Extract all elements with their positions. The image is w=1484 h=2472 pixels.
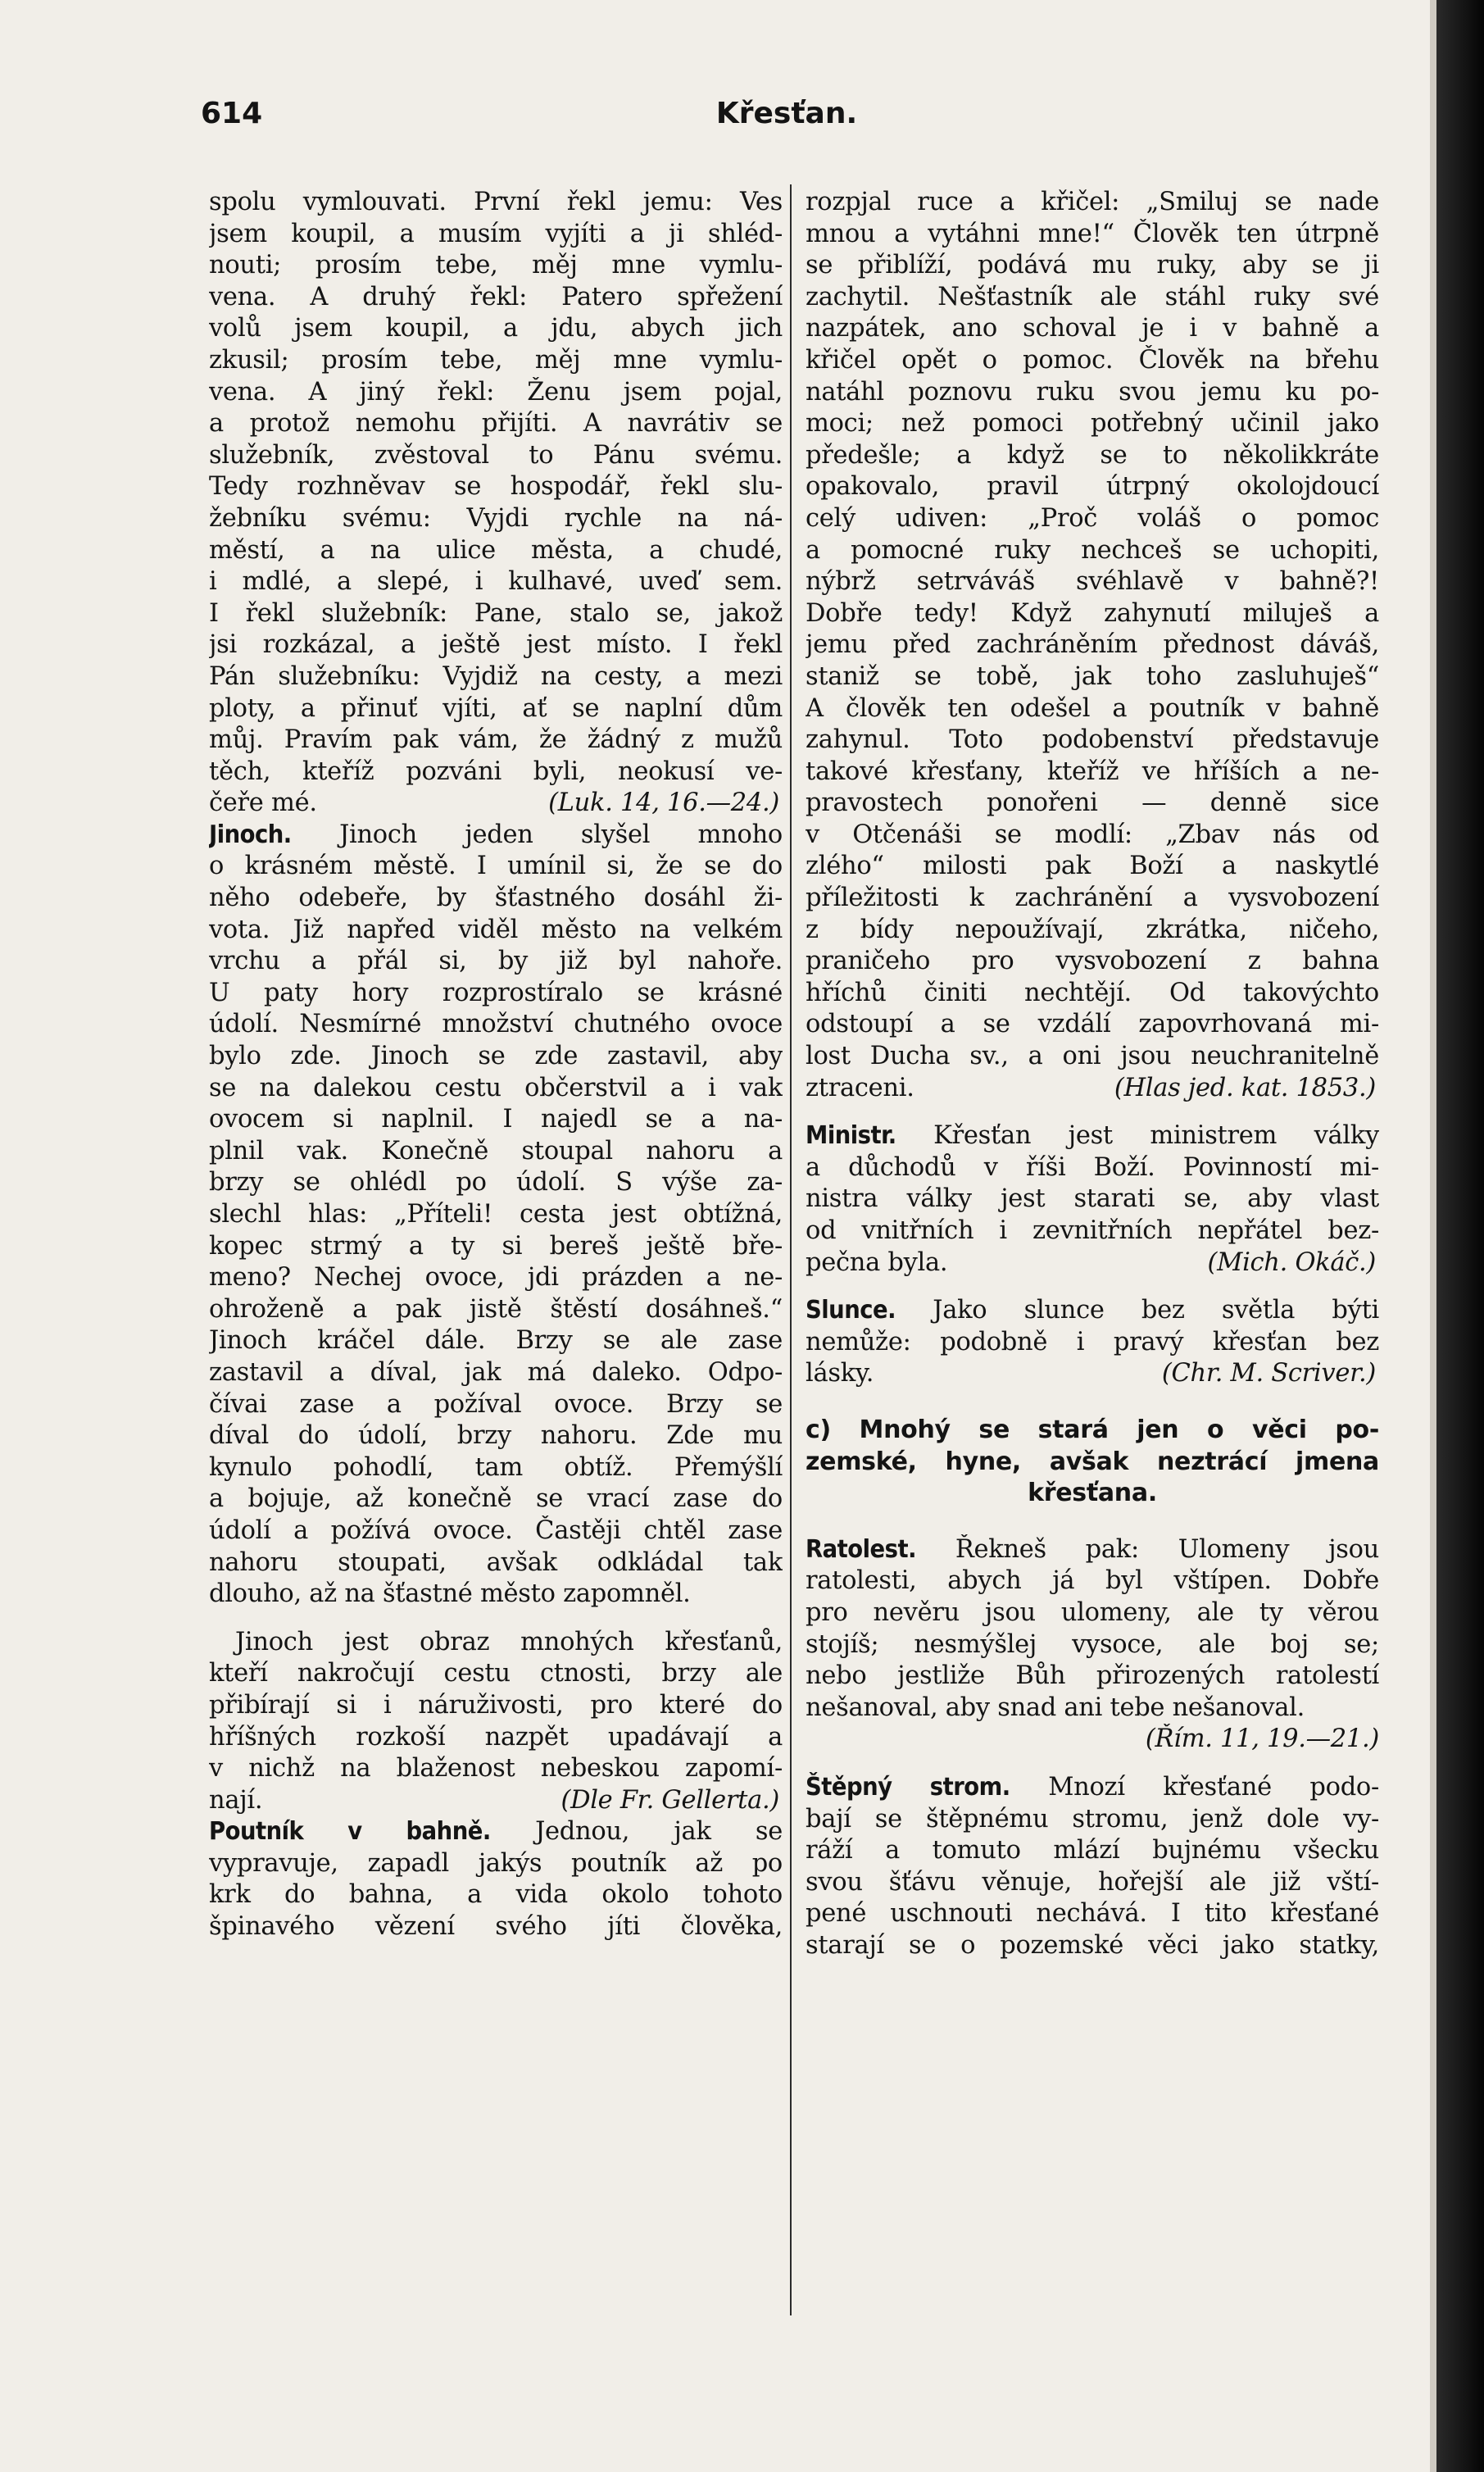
line-text: Tedy rozhněvav se hospodář, řekl slu-	[209, 472, 783, 502]
text-line	[806, 757, 1379, 788]
line-text: ploty, a přinuť vjíti, ať se naplní dům	[209, 693, 783, 723]
source-citation: (Dle Fr. Gellerta.)	[560, 1785, 779, 1815]
text-line	[209, 282, 783, 314]
line-text: v Otčenáši se modlí: „Zbav nás od	[806, 820, 1379, 849]
line-text: od vnitřních i zevnitřních nepřátel bez-	[806, 1216, 1379, 1245]
line-text: jemu před zachráněním přednost dáváš,	[806, 630, 1379, 660]
line-text: křičel opět o pomoc. Člověk na břehu	[806, 345, 1379, 375]
text-line	[806, 1327, 1379, 1359]
line-text: ohroženě a pak jistě štěstí dosáhneš.“	[209, 1294, 783, 1324]
line-text: natáhl poznovu ruku svou jemu ku po-	[806, 377, 1379, 407]
line-text: nazpátek, ano schoval je i v bahně a	[806, 314, 1379, 343]
line-text: Jednou, jak se	[490, 1817, 783, 1847]
line-text: ovocem si naplnil. I najedl se a na-	[209, 1105, 783, 1134]
line-text: celý udiven: „Proč voláš o pomoc	[806, 503, 1379, 533]
text-line	[209, 661, 783, 693]
line-text: přibírají si i náruživosti, pro které do	[209, 1690, 783, 1720]
line-text: nešanoval, aby snad ani tebe nešanoval.	[806, 1693, 1305, 1722]
text-line	[806, 535, 1379, 567]
text-line	[209, 629, 783, 661]
paragraph-gap	[806, 1279, 1379, 1295]
text-line	[209, 1658, 783, 1690]
text-line	[209, 1452, 783, 1484]
text-line	[806, 1534, 1379, 1566]
text-line	[806, 820, 1379, 852]
text-line	[209, 1009, 783, 1041]
right-column	[806, 187, 1379, 1961]
page-header	[201, 97, 1373, 138]
text-line	[209, 1911, 783, 1943]
text-line	[806, 1120, 1379, 1152]
text-line	[209, 851, 783, 883]
line-text: a bojuje, až konečně se vrací zase do	[209, 1484, 783, 1514]
text-line	[209, 1357, 783, 1389]
text-line	[209, 978, 783, 1010]
text-line	[806, 1930, 1379, 1962]
line-text: spolu vymlouvati. První řekl jemu: Ves	[209, 188, 783, 216]
text-line	[209, 1167, 783, 1199]
page-number: 614	[201, 97, 263, 130]
text-line	[209, 377, 783, 409]
line-text: svou šťávu věnuje, hořejší ale již vští-	[806, 1867, 1379, 1897]
line-text: opakovalo, pravil útrpný okolojdoucí	[806, 472, 1379, 502]
line-text: kynulo pohodlí, tam obtíž. Přemýšlí	[209, 1452, 783, 1482]
text-line	[806, 345, 1379, 377]
line-text: zahynul. Toto podobenství představuje	[806, 725, 1379, 755]
line-text: bají se štěpnému stromu, jenž dole vy-	[806, 1804, 1379, 1834]
page-gutter-shadow	[1430, 0, 1436, 2472]
line-text: vota. Již napřed viděl město na velkém	[209, 915, 783, 944]
text-line	[209, 1041, 783, 1073]
line-text: pečna byla.	[806, 1247, 948, 1277]
text-line	[806, 883, 1379, 915]
text-line	[209, 820, 783, 852]
line-text: městí, a na ulice města, a chudé,	[209, 535, 783, 565]
left-column	[209, 187, 783, 1943]
text-line	[806, 946, 1379, 978]
line-text: žebníku svému: Vyjdi rychle na ná-	[209, 503, 783, 533]
line-text: nahoru stoupati, avšak odkládal tak	[209, 1547, 783, 1577]
source-citation: (Řím. 11, 19.—21.)	[1145, 1724, 1379, 1754]
line-text: příležitosti k zachránění a vysvobození	[806, 884, 1379, 913]
text-line	[209, 440, 783, 472]
entry-keyword: Štěpný strom.	[806, 1772, 1010, 1802]
section-heading-line	[806, 1415, 1379, 1447]
line-text: křesťana.	[1028, 1479, 1157, 1508]
line-text: údolí. Nesmírné množství chutného ovoce	[209, 1010, 783, 1039]
text-line	[209, 408, 783, 440]
line-text: o krásném městě. I umínil si, že se do	[209, 852, 783, 881]
text-line	[806, 1867, 1379, 1899]
line-text: meno? Nechej ovoce, jdi prázden a ne-	[209, 1263, 783, 1293]
line-text: zemské, hyne, avšak neztrácí jmena	[806, 1447, 1379, 1476]
text-line	[209, 1515, 783, 1547]
line-text: nouti; prosím tebe, měj mne vymlu-	[209, 251, 783, 280]
line-text: pené uschnouti nechává. I tito křesťané	[806, 1899, 1379, 1929]
text-line	[209, 1104, 783, 1136]
text-line	[209, 566, 783, 598]
line-text: něho odebeře, by šťastného dosáhl ži-	[209, 884, 783, 913]
text-line	[209, 1722, 783, 1754]
line-text: zachytil. Nešťastník ale stáhl ruky své	[806, 282, 1379, 311]
line-text: stojíš; nesmýšlej vysoce, ale boj se;	[806, 1629, 1379, 1659]
text-line	[806, 629, 1379, 661]
line-text: Křesťan jest ministrem války	[896, 1121, 1379, 1151]
text-line	[806, 440, 1379, 472]
text-line	[806, 377, 1379, 409]
line-text: krk do bahna, a vida okolo tohoto	[209, 1880, 783, 1910]
text-line	[806, 566, 1379, 598]
line-text: brzy se ohlédl po údolí. S výše za-	[209, 1168, 783, 1197]
text-line	[209, 1136, 783, 1168]
paragraph-gap	[209, 1611, 783, 1627]
text-line	[209, 757, 783, 788]
text-line	[806, 1804, 1379, 1836]
line-text: Jako slunce bez světla býti	[896, 1296, 1379, 1325]
line-text: díval do údolí, brzy nahoru. Zde mu	[209, 1421, 783, 1451]
text-line	[806, 408, 1379, 440]
line-text: vena. A druhý řekl: Patero spřežení	[209, 282, 783, 311]
text-line	[806, 1565, 1379, 1597]
text-line	[209, 915, 783, 947]
entry-keyword: Slunce.	[806, 1296, 896, 1325]
text-line	[209, 1547, 783, 1579]
line-text: dlouho, až na šťastné město zapomněl.	[209, 1579, 691, 1609]
line-text: takové křesťany, kteříž ve hříších a ne-	[806, 757, 1379, 786]
text-line	[209, 1325, 783, 1357]
text-line	[806, 1629, 1379, 1661]
line-text: I řekl služebník: Pane, stalo se, jakož	[209, 598, 783, 628]
line-text: Jinoch kráčel dále. Brzy se ale zase	[209, 1326, 783, 1356]
line-text: pravostech ponořeni — denně sice	[806, 788, 1379, 818]
line-text: lost Ducha sv., a oni jsou neuchranitelně	[806, 1042, 1379, 1071]
line-text: a pomocné ruky nechceš se uchopiti,	[806, 535, 1379, 565]
line-text: lásky.	[806, 1359, 874, 1388]
line-text: jsi rozkázal, a ještě jest místo. I řekl	[209, 630, 783, 660]
line-text: údolí a požívá ovoce. Častěji chtěl zase	[209, 1515, 783, 1545]
source-citation: (Mich. Okáč.)	[1207, 1247, 1376, 1277]
line-text: staniž se tobě, jak toho zasluhuješ“	[806, 661, 1379, 691]
text-line	[209, 471, 783, 503]
line-text: se na dalekou cestu občerstvil a i vak	[209, 1073, 783, 1102]
text-line	[806, 1216, 1379, 1247]
line-text: čívai zase a požíval ovoce. Brzy se	[209, 1389, 783, 1419]
line-text: U paty hory rozprostíralo se krásné	[209, 978, 783, 1007]
text-line	[209, 1389, 783, 1421]
text-line	[209, 1420, 783, 1452]
text-line	[806, 1009, 1379, 1041]
text-line	[806, 851, 1379, 883]
paragraph-gap	[806, 1104, 1379, 1120]
text-line	[209, 598, 783, 630]
text-line	[209, 1073, 783, 1105]
line-text: těch, kteříž pozváni byli, neokusí ve-	[209, 757, 783, 786]
source-citation: (Chr. M. Scriver.)	[1161, 1359, 1376, 1388]
column-divider	[790, 184, 792, 2315]
line-text: a protož nemohu přijíti. A navrátiv se	[209, 409, 783, 439]
line-text: slechl hlas: „Příteli! cesta jest obtížná,	[209, 1200, 783, 1229]
text-line	[806, 788, 1379, 820]
line-text: rozpjal ruce a křičel: „Smiluj se nade	[806, 188, 1379, 216]
page-edge	[1436, 0, 1484, 2472]
line-text: vrchu a přál si, by již byl nahoře.	[209, 947, 783, 976]
section-heading-line	[806, 1478, 1379, 1510]
text-line	[806, 1073, 1379, 1105]
text-line	[806, 1247, 1379, 1279]
text-line	[806, 282, 1379, 314]
text-line	[806, 693, 1379, 725]
line-text: zastavil a díval, jak má daleko. Odpo-	[209, 1357, 783, 1387]
line-text: Jinoch jest obraz mnohých křesťanů,	[235, 1627, 783, 1656]
line-text: jsem koupil, a musím vyjíti a ji shléd-	[209, 219, 783, 248]
text-line	[806, 1724, 1379, 1756]
text-line	[806, 915, 1379, 947]
text-line	[209, 313, 783, 345]
text-line	[209, 1753, 783, 1785]
line-text: plnil vak. Konečně stoupal nahoru a	[209, 1136, 783, 1166]
line-text: moci; než pomoci potřebný učinil jako	[806, 409, 1379, 439]
text-line	[209, 883, 783, 915]
text-line	[806, 1693, 1379, 1724]
text-line	[806, 187, 1379, 219]
entry-keyword: Poutník v bahně.	[209, 1817, 491, 1847]
text-line	[209, 535, 783, 567]
line-text: kteří nakročují cestu ctnosti, brzy ale	[209, 1659, 783, 1688]
running-head: Křesťan.	[715, 97, 858, 130]
text-line	[806, 598, 1379, 630]
text-line	[806, 1835, 1379, 1867]
text-line	[806, 471, 1379, 503]
text-line	[209, 219, 783, 251]
text-line	[209, 187, 783, 219]
line-text: A člověk ten odešel a poutník v bahně	[806, 693, 1379, 723]
line-text: c) Mnohý se stará jen o věci po-	[806, 1415, 1379, 1444]
line-text: Pán služebníku: Vyjdiž na cesty, a mezi	[209, 661, 783, 691]
text-line	[209, 1879, 783, 1911]
line-text: odstoupí a se vzdálí zapovrhovaná mi-	[806, 1010, 1379, 1039]
line-text: zlého“ milosti pak Boží a naskytlé	[806, 852, 1379, 881]
section-heading-line	[806, 1447, 1379, 1479]
text-line	[209, 1848, 783, 1880]
text-line	[806, 250, 1379, 282]
text-line	[209, 1484, 783, 1515]
line-text: volů jsem koupil, a jdu, abych jich	[209, 314, 783, 343]
line-text: kopec strmý a ty si bereš ještě bře-	[209, 1231, 783, 1261]
line-text: nají.	[209, 1785, 263, 1815]
line-text: čeře mé.	[209, 788, 317, 818]
text-line	[209, 788, 783, 820]
text-line	[209, 1690, 783, 1722]
line-text: služebník, zvěstoval to Pánu svému.	[209, 440, 783, 470]
text-line	[806, 1898, 1379, 1930]
entry-keyword: Jinoch.	[209, 820, 292, 849]
text-line	[209, 1816, 783, 1848]
line-text: v nichž na blaženost nebeskou zapomí-	[209, 1754, 783, 1784]
source-citation: (Hlas jed. kat. 1853.)	[1114, 1073, 1376, 1102]
line-text: hříchů činiti nechtějí. Od takovýchto	[806, 978, 1379, 1007]
line-text: hříšných rozkoší nazpět upadávají a	[209, 1722, 783, 1752]
line-text: vena. A jiný řekl: Ženu jsem pojal,	[209, 377, 783, 407]
text-line	[806, 1358, 1379, 1390]
line-text: z bídy nepoužívají, zkrátka, ničeho,	[806, 915, 1379, 944]
text-line	[209, 1785, 783, 1817]
line-text: můj. Pravím pak vám, že žádný z mužů	[209, 725, 783, 755]
line-text: praničeho pro vysvobození z bahna	[806, 947, 1379, 976]
line-text: Řekneš pak: Ulomeny jsou	[916, 1534, 1379, 1564]
text-line	[209, 250, 783, 282]
text-line	[806, 1661, 1379, 1693]
line-text: ráží a tomuto mlází bujnému všecku	[806, 1836, 1379, 1865]
line-text: Mnozí křesťané podo-	[1010, 1772, 1379, 1802]
text-line	[209, 1579, 783, 1611]
line-text: ratolesti, abych já byl vštípen. Dobře	[806, 1566, 1379, 1596]
entry-keyword: Ratolest.	[806, 1534, 917, 1564]
line-text: a důchodů v říši Boží. Povinností mi-	[806, 1152, 1379, 1182]
line-text: předešle; a když se to několikkráte	[806, 440, 1379, 470]
line-text: mnou a vytáhni mne!“ Člověk ten útrpně	[806, 219, 1379, 248]
paragraph-gap	[806, 1756, 1379, 1772]
section-gap	[806, 1390, 1379, 1415]
text-line	[209, 1294, 783, 1326]
text-line	[209, 1231, 783, 1263]
line-text: vypravuje, zapadl jakýs poutník až po	[209, 1848, 783, 1878]
text-line	[209, 1627, 783, 1659]
line-text: nistra války jest starati se, aby vlast	[806, 1184, 1379, 1214]
line-text: i mdlé, a slepé, i kulhavé, uveď sem.	[209, 567, 783, 597]
text-line	[806, 1295, 1379, 1327]
line-text: nebo jestliže Bůh přirozených ratolestí	[806, 1661, 1379, 1691]
line-text: pro nevěru jsou ulomeny, ale ty věrou	[806, 1597, 1379, 1627]
line-text: nemůže: podobně i pravý křesťan bez	[806, 1327, 1379, 1356]
line-text: Dobře tedy! Když zahynutí miluješ a	[806, 598, 1379, 628]
line-text: starají se o pozemské věci jako statky,	[806, 1930, 1379, 1960]
text-line	[806, 1041, 1379, 1073]
text-line	[209, 1199, 783, 1231]
text-line	[209, 1262, 783, 1294]
text-line	[806, 725, 1379, 757]
line-text: se přiblíží, podává mu ruky, aby se ji	[806, 251, 1379, 280]
text-line	[806, 313, 1379, 345]
text-line	[806, 661, 1379, 693]
line-text: Jinoch jeden slyšel mnoho	[291, 820, 783, 849]
source-citation: (Luk. 14, 16.—24.)	[548, 788, 779, 818]
line-text: bylo zde. Jinoch se zde zastavil, aby	[209, 1042, 783, 1071]
text-line	[209, 946, 783, 978]
text-line	[209, 503, 783, 535]
text-line	[806, 1597, 1379, 1629]
text-line	[209, 345, 783, 377]
line-text: ztraceni.	[806, 1073, 914, 1102]
entry-keyword: Ministr.	[806, 1121, 896, 1151]
text-line	[806, 1184, 1379, 1216]
text-line	[209, 725, 783, 757]
line-text: špinavého vězení svého jíti člověka,	[209, 1912, 783, 1942]
text-line	[806, 1152, 1379, 1184]
text-line	[806, 978, 1379, 1010]
text-line	[806, 1772, 1379, 1804]
section-gap	[806, 1510, 1379, 1534]
text-line	[806, 219, 1379, 251]
line-text: zkusil; prosím tebe, měj mne vymlu-	[209, 345, 783, 375]
text-line	[209, 693, 783, 725]
line-text: nýbrž setrváváš svéhlavě v bahně?!	[806, 567, 1379, 597]
text-line	[806, 503, 1379, 535]
